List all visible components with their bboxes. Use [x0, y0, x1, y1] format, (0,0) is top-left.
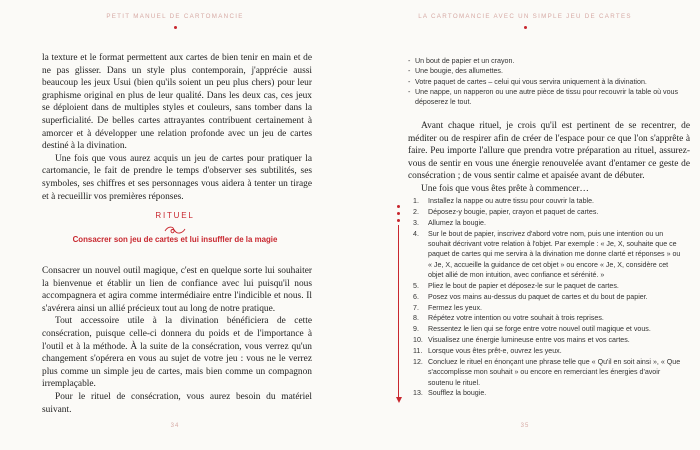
rule-dot-icon: [397, 205, 400, 208]
paragraph: Consacrer un nouvel outil magique, c'est en quelque sorte lui souhaiter la bienvenue et établir un lien de confiance avec lui puisqu'il nous accompagnera et agira comme intermédiaire entre l'indicible et nous. Il s'avérera ainsi un allié précieux tout au long de notre pratique.: [42, 266, 312, 314]
paragraph: Pour le rituel de consécration, vous aurez besoin du matériel suivant.: [42, 391, 312, 415]
list-item: - Une bougie, des allumettes.: [408, 67, 503, 76]
list-item: 7. Fermez les yeux.: [413, 303, 483, 312]
head-dot-icon: [174, 26, 177, 29]
vertical-rule: [398, 225, 399, 399]
list-item: 10. Visualisez une énergie lumineuse entre vos mains et vos cartes.: [413, 336, 630, 345]
list-item: 11. Lorsque vous êtes prêt-e, ouvrez les yeux.: [413, 347, 562, 356]
paragraph: Avant chaque rituel, je crois qu'il est pertinent de se recentrer, de méditer ou de respirer afin de créer de l'espace pour ce que l'on s'apprête à faire. Peu importe l'allure que prendra votre préparation au rituel, assurez-vous de sentir en vous une énergie renouvelée avant d'entamer ce geste de consécration ; de vous sentir calme et apaisée avant de débuter.: [408, 121, 690, 182]
right-text: [408, 120, 690, 196]
list-item: 8. Répétez votre intention ou votre souhait à trois reprises.: [413, 314, 604, 323]
list-item: 5. Pliez le bout de papier et déposez-le sur le paquet de cartes.: [413, 281, 619, 290]
section-title: Consacrer son jeu de cartes et lui insuffler de la magie: [72, 235, 278, 244]
paragraph: Une fois que vous aurez acquis un jeu de cartes pour pratiquer la cartomancie, le fait de prendre le temps d'observer ses subtilités, ses symboles, ses chiffres et ses personnages vous aidera à tenter un tirage et à recueillir vos premières réponses.: [42, 153, 312, 202]
list-item: 2. Déposez-y bougie, papier, crayon et paquet de cartes.: [413, 207, 599, 216]
page-number-left: 34: [170, 423, 180, 429]
list-item: 9. Ressentez le lien qui se forge entre votre nouvel outil magique et vous.: [413, 325, 651, 334]
list-item: 6. Posez vos mains au-dessus du paquet de cartes et du bout de papier.: [413, 292, 648, 301]
paragraph: la texture et le format permettent aux cartes de bien tenir en main et de ne pas glisser. Dans un style plus contemporain, j'apprécie aussi beaucoup les jeux Usui (bien qu'ils soient un peu plus chers) pour leur graphisme original en plus de leur qualité. Dans les deux cas, ces jeux se déploient dans de multiples styles et couleurs, sans tomber dans la superficialité. De belles cartes attrayantes contribuent certainement à amorcer et à développer une relation profonde avec un jeu de cartes destiné à la divination.: [42, 53, 312, 152]
paragraph: Une fois que vous êtes prête à commencer…: [421, 183, 589, 194]
materials-list: [408, 56, 688, 107]
list-item: - Votre paquet de cartes – celui qui vous servira uniquement à la divination.: [408, 77, 647, 86]
list-item: 4. Sur le bout de papier, inscrivez d'abord votre nom, puis une intention ou un souhait décrivant votre relation à l'objet. Par exemple : « Je, X, souhaite que ce paquet de cartes qui me servira à la divination me donne clarté et réponses » ou « Je, X, accueille la guidance de cet objet » ou encore « Je, X, considère cet objet allié de mon intuition, avec confiance et sérénité. »: [413, 229, 681, 279]
list-item: 13. Soufflez la bougie.: [413, 389, 487, 398]
list-item: 12. Concluez le rituel en énonçant une phrase telle que « Qu'il en soit ainsi », « Que s'accomplisse mon souhait » ou encore en remerciant les énergies d'avoir soutenu le rituel.: [413, 357, 681, 387]
left-top-text: [42, 52, 312, 203]
list-item: - Un bout de papier et un crayon.: [408, 57, 515, 65]
swirl-flourish-icon: [163, 222, 187, 232]
ritual-steps-list: [413, 196, 683, 399]
list-item: 1. Installez la nappe ou autre tissu pour couvrir la table.: [413, 197, 595, 205]
section-label: RITUEL: [155, 211, 195, 220]
running-head-right: LA CARTOMANCIE AVEC UN SIMPLE JEU DE CARTES: [418, 13, 632, 20]
list-item: 3. Allumez la bougie.: [413, 218, 486, 227]
arrow-down-icon: [396, 397, 402, 403]
left-bottom-text: [42, 265, 312, 416]
head-dot-icon: [524, 26, 527, 29]
rule-dot-icon: [397, 219, 400, 222]
rule-dot-icon: [397, 212, 400, 215]
running-head-left: PETIT MANUEL DE CARTOMANCIE: [106, 13, 244, 20]
list-item: - Une nappe, un napperon ou une autre pièce de tissu pour recouvrir la table où vous déposerez le tout.: [408, 87, 679, 107]
paragraph: Tout accessoire utile à la divination bénéficiera de cette consécration, puisque celle-ci donnera du poids et de l'importance à l'outil et à la méthode. À la suite de la consécration, vous verrez qu'un changement s'opérera en vous au sujet de votre jeu : vous ne le verrez plus comme un simple jeu de cartes, mais bien comme un compagnon irremplaçable.: [42, 316, 312, 390]
page-number-right: 35: [520, 423, 530, 429]
